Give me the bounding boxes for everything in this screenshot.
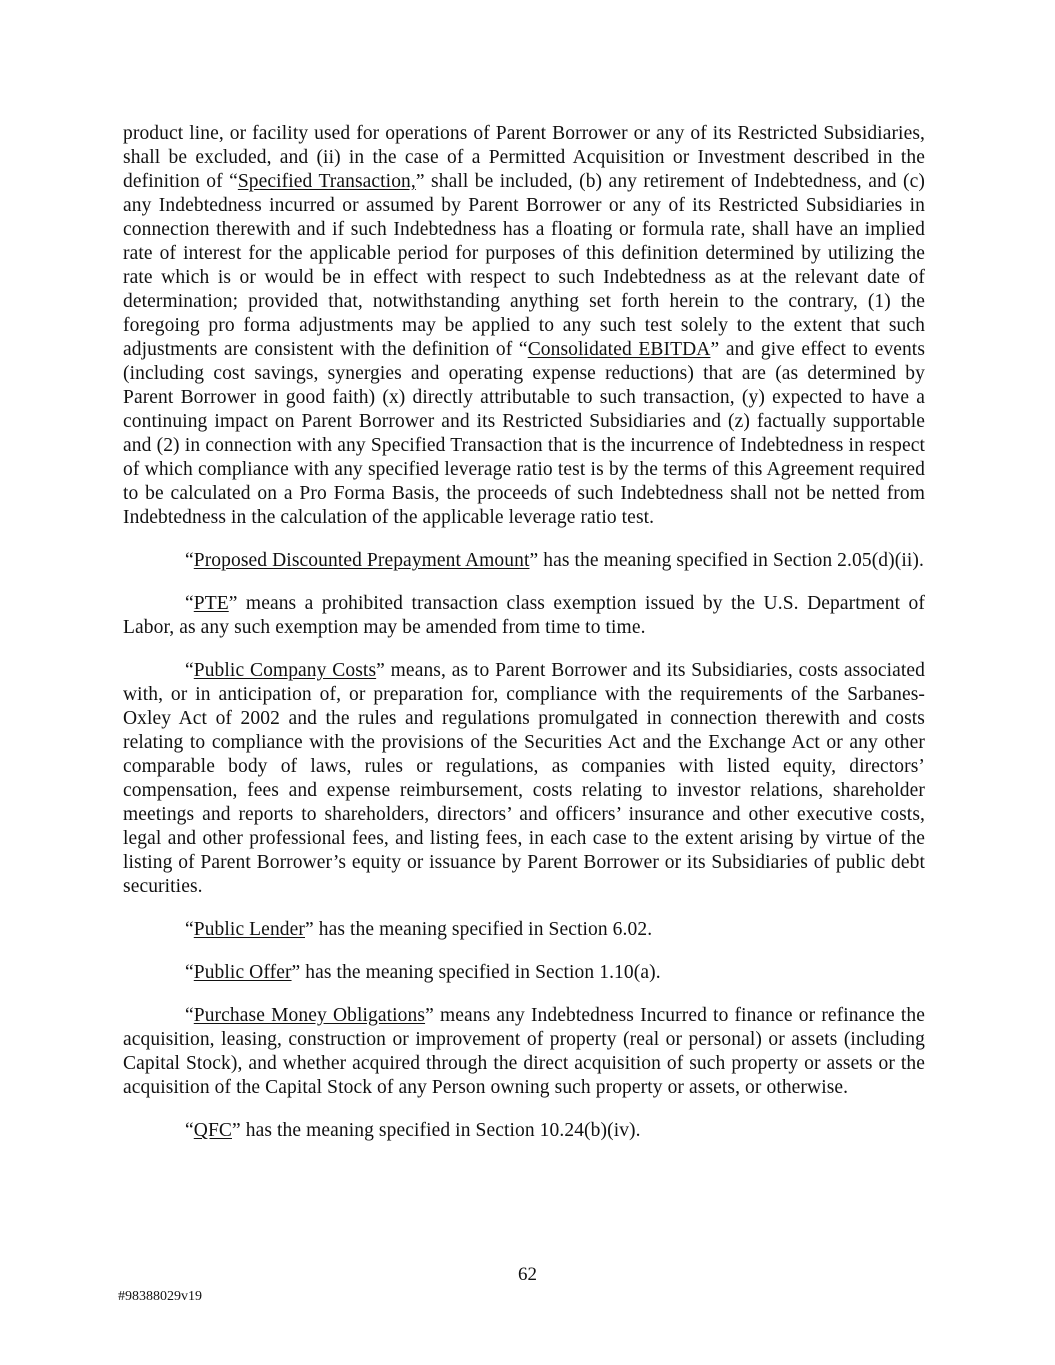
paragraph-text: “ (185, 962, 194, 983)
paragraph-text: “ (185, 919, 194, 940)
defined-term: Public Lender (193, 919, 305, 940)
paragraph-text: ” has the meaning specified in Section 1.10(a). (291, 962, 661, 983)
paragraph-text: ” has the meaning specified in Section 10.24(b)(iv). (232, 1120, 641, 1141)
definition-proposed-discounted-prepayment-amount (123, 549, 925, 573)
paragraph-text: “ (185, 1120, 194, 1141)
defined-term: PTE (193, 593, 229, 614)
definition-qfc (123, 1119, 925, 1143)
definition-public-lender (123, 918, 925, 942)
defined-term: Public Offer (193, 962, 292, 983)
definition-pte (123, 592, 925, 640)
defined-term: Specified Transaction, (237, 171, 416, 192)
defined-term: Consolidated EBITDA (527, 339, 711, 360)
defined-term: Public Company Costs (193, 660, 377, 681)
paragraph-text: ” has the meaning specified in Section 2.05(d)(ii). (529, 550, 924, 571)
paragraph-text: ” means a prohibited transaction class exemption issued by the U.S. Department of Labor, as any such exemption may be amended from time to time. (123, 593, 925, 638)
paragraph-text: ” shall be included, (b) any retirement of Indebtedness, and (c) any Indebtedness incurred or assumed by Parent Borrower or any of its Restricted Subsidiaries in connection therewith and if such Indebtedness has a floating or formula rate, shall have an implied rate of interest for the applicable period for purposes of this definition determined by utilizing the rate which is or would be in effect with respect to such Indebtedness as at the relevant date of determination; provided that, notwithstanding anything set forth herein to the contrary, (1) the foregoing pro forma adjustments may be applied to any such test solely to the extent that such adjustments are consistent with the definition of “ (123, 171, 925, 360)
definition-purchase-money-obligations (123, 1004, 925, 1100)
paragraph-text: ” has the meaning specified in Section 6.02. (305, 919, 653, 940)
paragraph-text: product line, or facility used for operations of Parent Borrower or any of its Restricted Subsidiaries, shall be excluded, and (ii) in the case of a Permitted Acquisition or Investment described in the definition of “ (123, 123, 925, 192)
page-number: 62 (518, 1264, 537, 1285)
document-body (123, 122, 925, 1162)
definition-public-offer (123, 961, 925, 985)
continuation-paragraph (123, 122, 925, 530)
paragraph-text: “ (185, 550, 194, 571)
paragraph-text: “ (185, 1005, 194, 1026)
defined-term: Proposed Discounted Prepayment Amount (193, 550, 530, 571)
paragraph-text: ” means any Indebtedness Incurred to finance or refinance the acquisition, leasing, construction or improvement of property (real or personal) or assets (including Capital Stock), and whether acquired through the direct acquisition of such property or assets or the acquisition of the Capital Stock of any Person owning such property or assets, or otherwise. (123, 1005, 925, 1098)
paragraph-text: “ (185, 660, 194, 681)
paragraph-text: ” means, as to Parent Borrower and its Subsidiaries, costs associated with, or in anticipation of, or preparation for, compliance with the requirements of the Sarbanes-Oxley Act of 2002 and the rules and regulations promulgated in connection therewith and costs relating to compliance with the provisions of the Securities Act and the Exchange Act or any other comparable body of laws, rules or regulations, as companies with listed equity, directors’ compensation, fees and expense reimbursement, costs relating to investor relations, shareholder meetings and reports to shareholders, directors’ and officers’ insurance and other executive costs, legal and other professional fees, and listing fees, in each case to the extent arising by virtue of the listing of Parent Borrower’s equity or issuance by Parent Borrower or its Subsidiaries of public debt securities. (123, 660, 925, 897)
defined-term: QFC (193, 1120, 232, 1141)
paragraph-text: ” and give effect to events (including cost savings, synergies and operating expense reductions) that are (as determined by Parent Borrower in good faith) (x) directly attributable to such transaction, (y) expected to have a continuing impact on Parent Borrower and its Restricted Subsidiaries and (z) factually supportable and (2) in connection with any Specified Transaction that is the incurrence of Indebtedness in respect of which compliance with any specified leverage ratio test is by the terms of this Agreement required to be calculated on a Pro Forma Basis, the proceeds of such Indebtedness shall not be netted from Indebtedness in the calculation of the applicable leverage ratio test. (123, 339, 926, 528)
defined-term: Purchase Money Obligations (193, 1005, 426, 1026)
document-id-stamp: #98388029v19 (118, 1289, 202, 1304)
definition-public-company-costs (123, 659, 925, 899)
paragraph-text: “ (185, 593, 194, 614)
